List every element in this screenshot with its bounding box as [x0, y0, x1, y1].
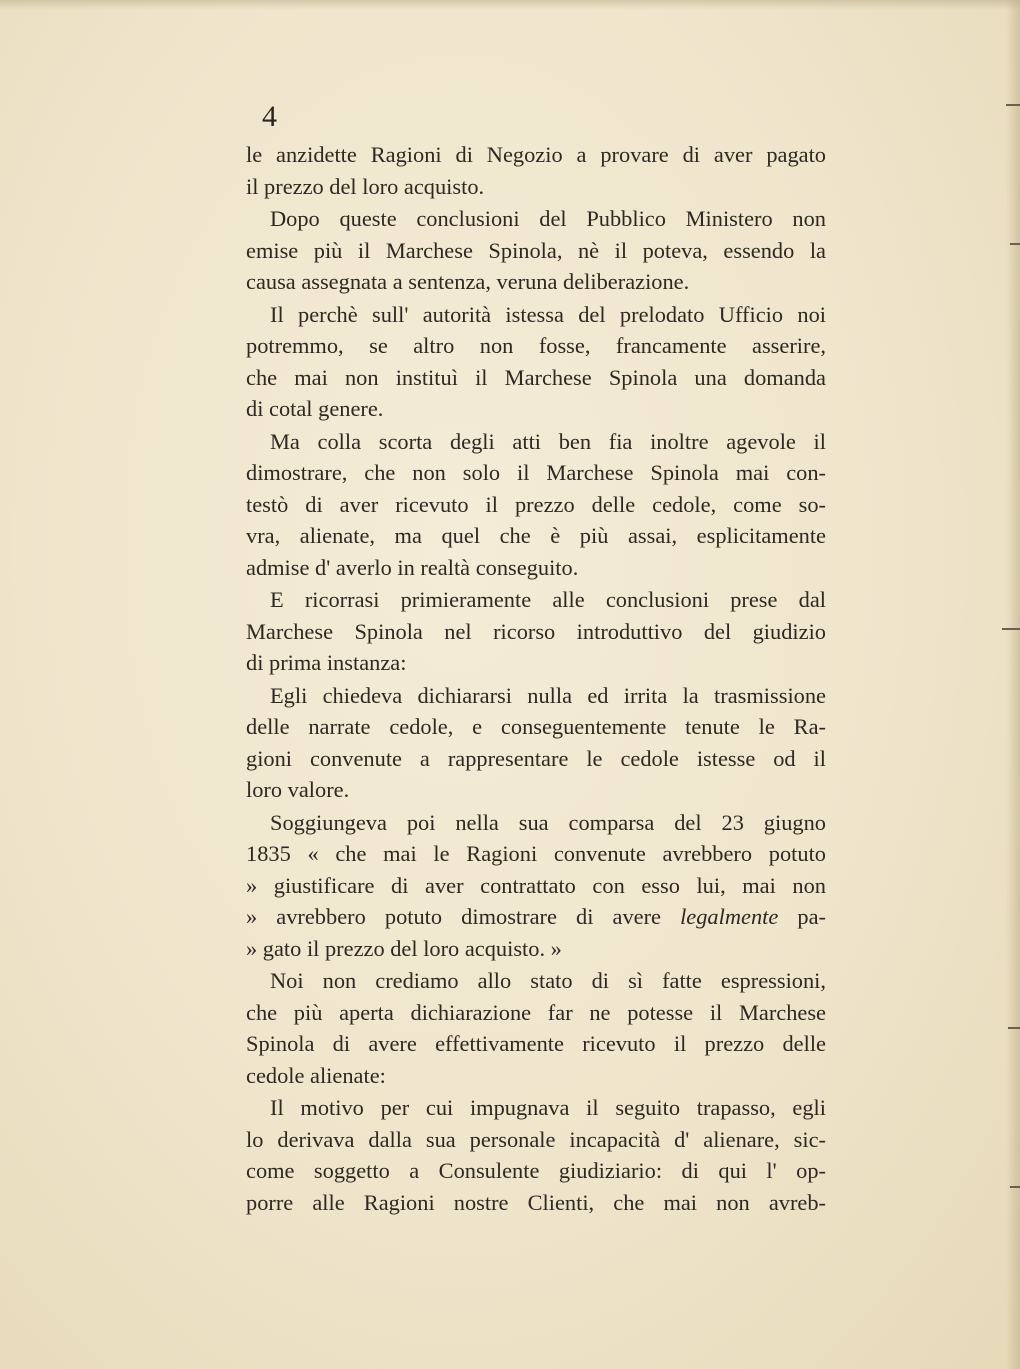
text-line: Ma colla scorta degli atti ben fia inoltre agevole il	[270, 428, 826, 454]
page-top-edge	[0, 0, 1020, 10]
text-line: testò di aver ricevuto il prezzo delle cedole, come so-	[246, 491, 826, 517]
text-line: che mai non instituì il Marchese Spinola una domanda	[246, 364, 826, 390]
text-line: Dopo queste conclusioni del Pubblico Ministero non	[270, 206, 826, 231]
paragraph	[246, 1092, 826, 1218]
text-line: E ricorrasi primieramente alle conclusioni prese dal	[270, 587, 826, 612]
paragraph	[246, 680, 826, 806]
text-segment: pa-	[778, 904, 826, 929]
text-line: » giustificare di aver contrattato con esso lui, mai non	[246, 872, 826, 898]
paragraph	[246, 203, 826, 298]
text-line: causa assegnata a sentenza, veruna deliberazione.	[246, 269, 690, 294]
text-line: potremmo, se altro non fosse, francamente asserire,	[246, 333, 826, 358]
text-line: gioni convenute a rappresentare le cedole istesse od il	[246, 745, 826, 771]
text-line: come soggetto a Consulente giudiziario: di qui l' op-	[246, 1158, 826, 1183]
text-line: Il perchè sull' autorità istessa del prelodato Ufficio noi	[270, 301, 826, 327]
text-line: porre alle Ragioni nostre Clienti, che mai non avreb-	[246, 1189, 826, 1215]
page-number: 4	[262, 100, 277, 133]
text-line: Egli chiedeva dichiararsi nulla ed irrita la trasmissione	[270, 682, 826, 708]
text-line: che più aperta dichiarazione far ne potesse il Marchese	[246, 999, 826, 1025]
margin-mark	[1008, 1027, 1020, 1029]
text-line: 1835 « che mai le Ragioni convenute avrebbero potuto	[246, 841, 826, 866]
text-line: lo derivava dalla sua personale incapacità d' alienare, sic-	[246, 1126, 826, 1152]
text-line: Spinola di avere effettivamente ricevuto il prezzo delle	[246, 1031, 826, 1056]
text-line: vra, alienate, ma quel che è più assai, esplicitamente	[246, 523, 826, 548]
text-line: dimostrare, che non solo il Marchese Spinola mai con-	[246, 460, 826, 485]
margin-mark	[1010, 243, 1020, 245]
text-line: emise più il Marchese Spinola, nè il poteva, essendo la	[246, 237, 826, 263]
text-line: il prezzo del loro acquisto.	[246, 173, 485, 199]
text-line: Marchese Spinola nel ricorso introduttivo del giudizio	[246, 618, 826, 644]
paragraph	[246, 965, 826, 1091]
page-right-edge	[1006, 0, 1020, 1369]
italic-word: legalmente	[680, 904, 779, 929]
paragraph	[246, 426, 826, 584]
text-line: le anzidette Ragioni di Negozio a provare di aver pagato	[246, 142, 826, 167]
text-line: admise d' averlo in realtà conseguito.	[246, 554, 579, 580]
text-line: » gato il prezzo del loro acquisto. »	[246, 935, 562, 961]
body-text	[246, 139, 826, 1218]
text-line: delle narrate cedole, e conseguentemente tenute le Ra-	[246, 714, 826, 739]
margin-mark	[1010, 1186, 1020, 1188]
text-segment: » avrebbero potuto dimostrare di avere	[246, 904, 681, 929]
text-line: Noi non crediamo allo stato di sì fatte espressioni,	[270, 968, 826, 993]
paragraph	[246, 584, 826, 679]
text-line: di prima instanza:	[246, 650, 407, 675]
margin-mark	[1002, 628, 1020, 630]
text-line: loro valore.	[246, 777, 350, 802]
paragraph	[246, 139, 826, 202]
text-line: Soggiungeva poi nella sua comparsa del 23 giugno	[270, 809, 826, 835]
text-line-with-italic	[246, 901, 826, 933]
text-line: cedole alienate:	[246, 1062, 386, 1088]
text-line: di cotal genere.	[246, 396, 384, 421]
paragraph	[246, 807, 826, 965]
text-line: Il motivo per cui impugnava il seguito trapasso, egli	[270, 1095, 826, 1120]
margin-mark	[1006, 104, 1020, 106]
paragraph	[246, 299, 826, 425]
